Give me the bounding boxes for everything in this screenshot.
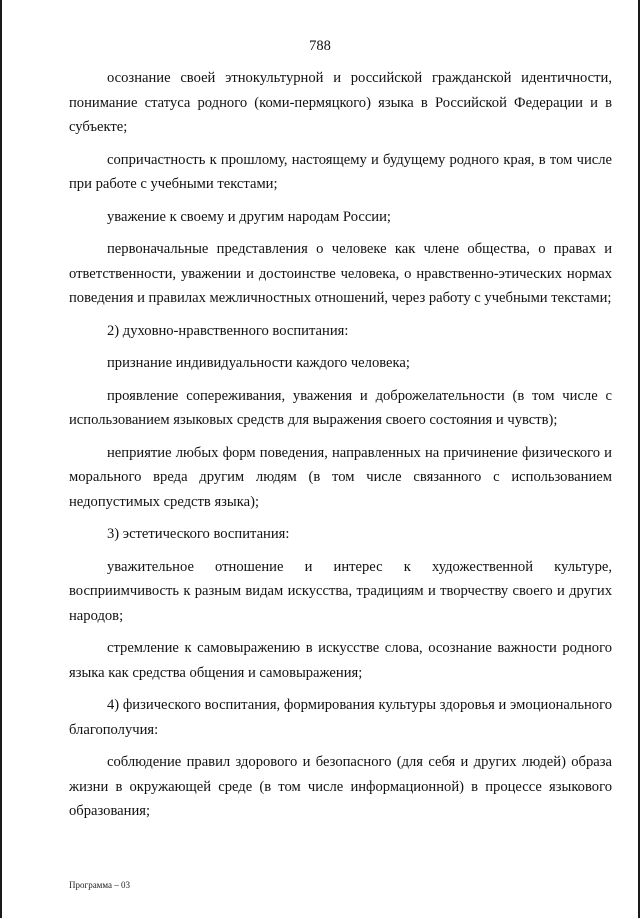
paragraph: осознание своей этнокультурной и российской гражданской идентичности, понимание статуса родного (коми-пермяцкого) языка в Российской Федерации и в субъекте; [69,70,612,135]
section-heading: 3) эстетического воспитания: [107,526,290,542]
paragraph: неприятие любых форм поведения, направленных на причинение физического и морального вреда другим людям (в том числе связанного с использованием недопустимых средств языка); [69,444,612,510]
paragraph: уважение к своему и другим народам России; [107,208,391,225]
page-number: 788 [309,38,331,54]
footer-label: Программа – 03 [69,880,131,890]
paragraph: сопричастность к прошлому, настоящему и будущему родного края, в том числе при работе с учебными текстами; [69,151,612,192]
paragraph: признание индивидуальности каждого человека; [107,355,410,371]
paragraph: первоначальные представления о человеке как члене общества, о правах и ответственности, уважении и достоинстве человека, о нравственно-этических нормах поведения и правилах межличностных отношений, через работу с учебными текстами; [69,241,612,306]
section-heading: 2) духовно-нравственного воспитания: [107,322,349,339]
paragraph: уважительное отношение и интерес к художественной культуре, восприимчивость к разным видам искусства, традициям и творчеству своего и других народов; [69,558,612,624]
body-text [69,66,612,832]
section-heading: 4) физического воспитания, формирования культуры здоровья и эмоционального благополучия: [69,697,612,738]
paragraph: стремление к самовыражению в искусстве слова, осознание важности родного языка как средства общения и самовыражения; [69,640,612,681]
paragraph: соблюдение правил здорового и безопасного (для себя и других людей) образа жизни в окружающей среде (в том числе информационной) в процессе языкового образования; [69,754,612,819]
paragraph: проявление сопереживания, уважения и доброжелательности (в том числе с использованием языковых средств для выражения своего состояния и чувств); [69,387,612,428]
